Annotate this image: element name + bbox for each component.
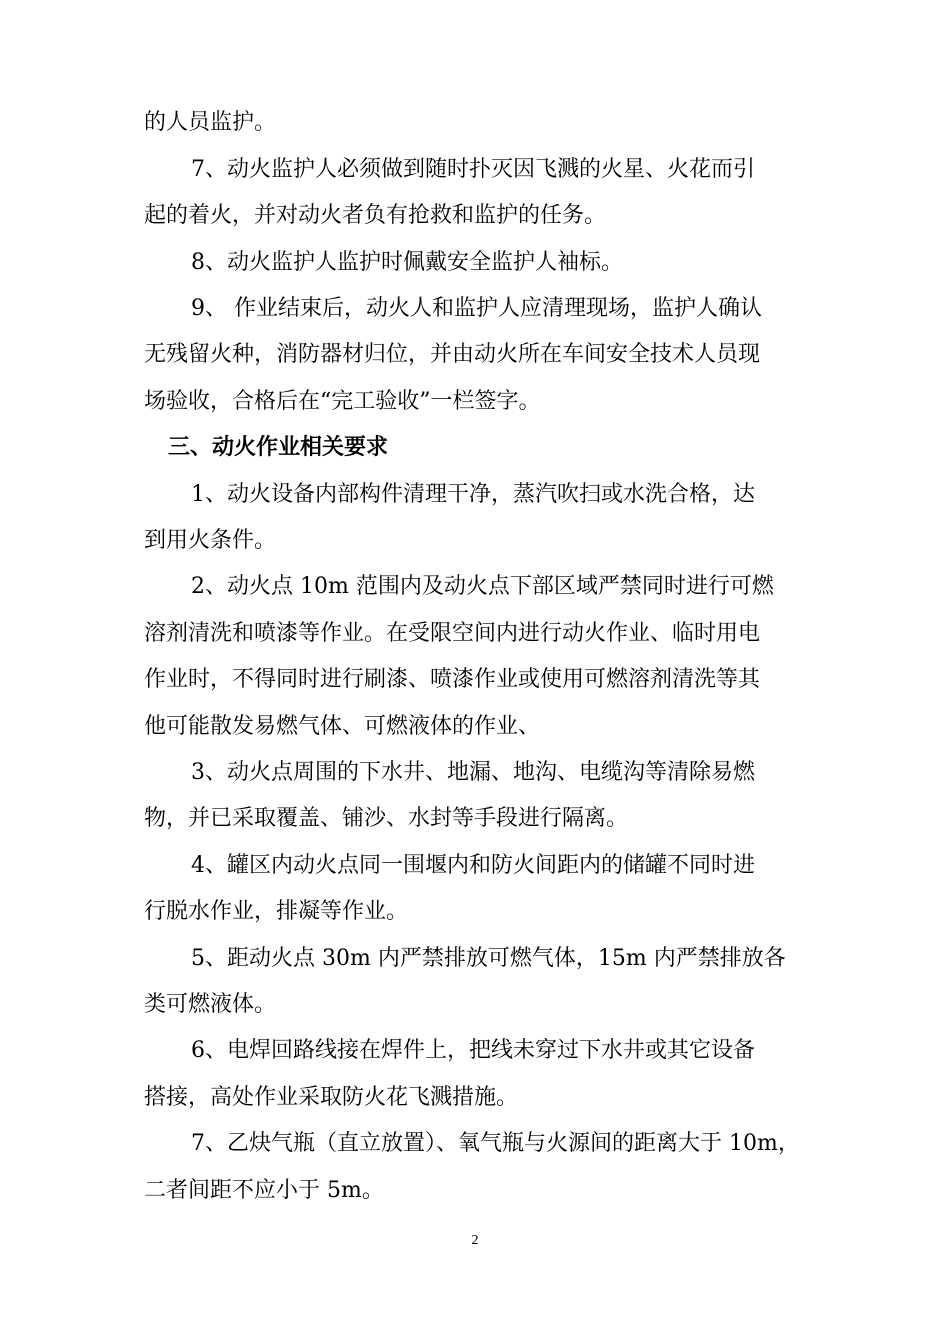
text-line-content: 行脱水作业，排凝等作业。	[144, 899, 409, 924]
text-line-content: 的人员监护。	[144, 110, 277, 135]
text-line-content: 2、动火点 10m 范围内及动火点下部区域严禁同时进行可燃	[191, 574, 774, 599]
text-line-content: 起的着火，并对动火者负有抢救和监护的任务。	[144, 203, 607, 228]
text-line-content: 8、动火监护人监护时佩戴安全监护人袖标。	[191, 250, 623, 275]
text-line-content: 无残留火种，消防器材归位，并由动火所在车间安全技术人员现	[144, 342, 761, 367]
text-line-content: 场验收，合格后在“完工验收”一栏签字。	[144, 389, 541, 414]
text-line-content: 1、动火设备内部构件清理干净，蒸汽吹扫或水洗合格，达	[191, 482, 755, 507]
text-line-content: 5、距动火点 30m 内严禁排放可燃气体，15m 内严禁排放各	[191, 946, 786, 971]
text-line-content: 4、罐区内动火点同一围堰内和防火间距内的储罐不同时进	[191, 853, 755, 878]
text-line-content: 6、电焊回路线接在焊件上，把线未穿过下水井或其它设备	[191, 1038, 755, 1063]
section-heading-text: 三、动火作业相关要求	[168, 435, 389, 460]
text-line-content: 7、乙炔气瓶（直立放置）、氧气瓶与火源间的距离大于 10m，	[191, 1131, 800, 1156]
text-line-content: 他可能散发易燃气体、可燃液体的作业、	[144, 714, 541, 739]
text-line-content: 作业时，不得同时进行刷漆、喷漆作业或使用可燃溶剂清洗等其	[144, 667, 761, 692]
text-line-content: 类可燃液体。	[144, 992, 277, 1017]
text-line-content: 7、动火监护人必须做到随时扑灭因飞溅的火星、火花而引	[191, 157, 755, 182]
page-number: 2	[471, 1233, 479, 1248]
text-line-content: 搭接，高处作业采取防火花飞溅措施。	[144, 1085, 519, 1110]
text-line-content: 物，并已采取覆盖、铺沙、水封等手段进行隔离。	[144, 806, 629, 831]
text-line-content: 二者间距不应小于 5m。	[144, 1178, 384, 1203]
text-line-content: 到用火条件。	[144, 528, 277, 553]
text-line-content: 9、 作业结束后，动火人和监护人应清理现场，监护人确认	[191, 296, 762, 321]
text-line-content: 3、动火点周围的下水井、地漏、地沟、电缆沟等清除易燃	[191, 760, 755, 785]
text-line-content: 溶剂清洗和喷漆等作业。在受限空间内进行动火作业、临时用电	[144, 621, 761, 646]
